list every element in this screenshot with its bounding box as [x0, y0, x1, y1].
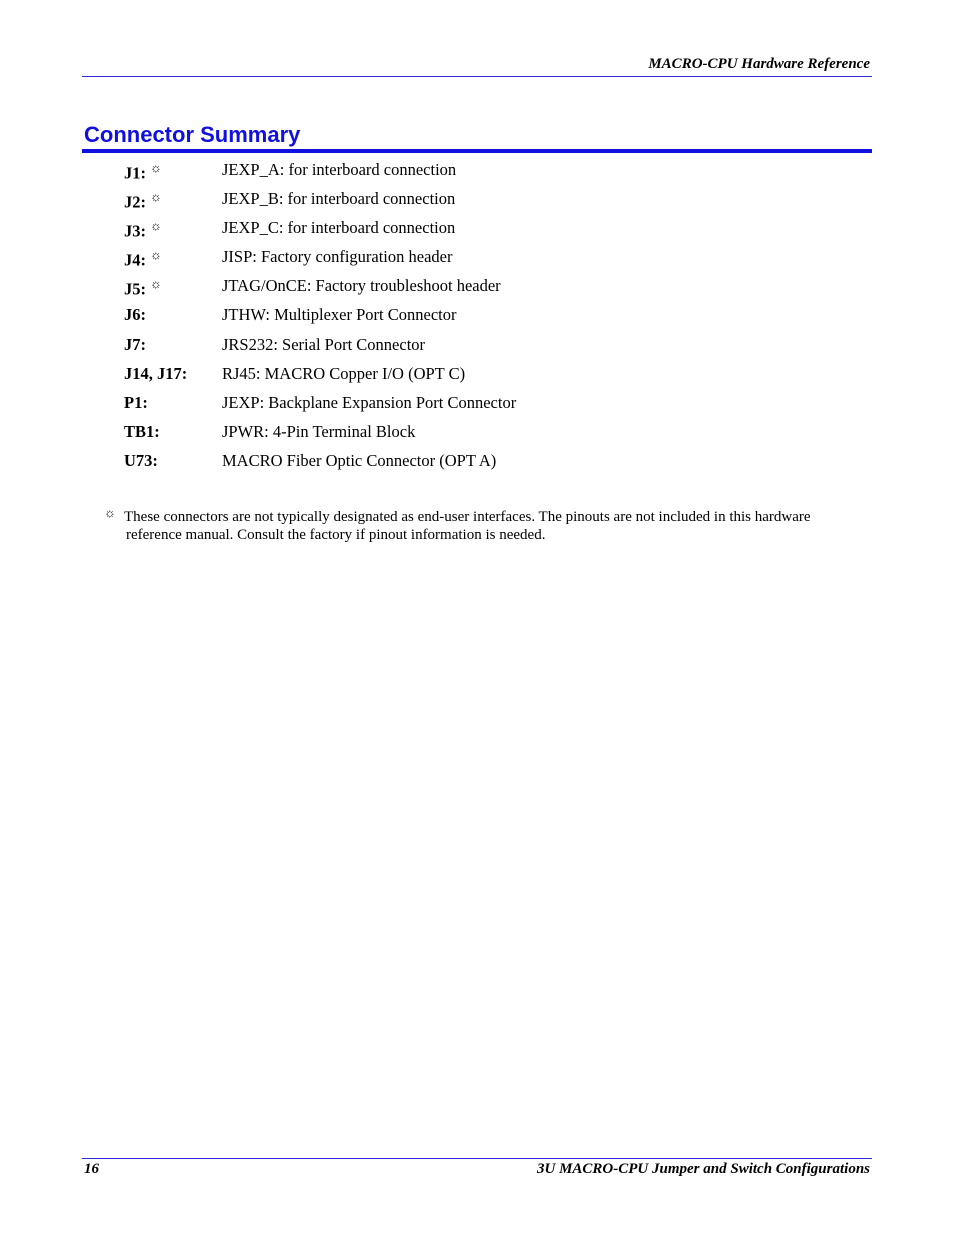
footer-divider [82, 1158, 872, 1159]
connector-row [124, 393, 864, 422]
connector-description: JEXP_B: for interboard connection [222, 189, 456, 209]
connector-row [124, 364, 864, 393]
connector-id: J3: ☼ [124, 218, 162, 241]
section-title: Connector Summary [84, 122, 301, 147]
connector-description: JISP: Factory configuration header [222, 247, 453, 267]
running-header-title: MACRO-CPU Hardware Reference [648, 56, 870, 72]
footnote-line-1: These connectors are not typically designated as end-user interfaces. The pinouts are not included in this hardware [124, 509, 811, 525]
connector-id: P1: [124, 392, 148, 412]
connector-row [124, 160, 864, 189]
connector-id: J4: ☼ [124, 247, 162, 270]
sun-icon: ☼ [150, 160, 162, 175]
header-divider [82, 76, 872, 77]
connector-list [124, 160, 864, 480]
sun-icon: ☼ [150, 189, 162, 205]
connector-id: TB1: [124, 421, 160, 441]
connector-row [124, 451, 864, 480]
sun-icon: ☼ [150, 247, 162, 263]
connector-row [124, 276, 864, 305]
connector-id: U73: [124, 450, 158, 470]
connector-description: RJ45: MACRO Copper I/O (OPT C) [222, 363, 466, 383]
footnote-line-2: reference manual. Consult the factory if pinout information is needed. [126, 527, 546, 543]
connector-id: J2: ☼ [124, 189, 162, 212]
connector-id: J7: [124, 334, 146, 354]
connector-row [124, 189, 864, 218]
footnote [104, 505, 864, 544]
connector-row [124, 422, 864, 451]
connector-id: J1: ☼ [124, 160, 162, 183]
connector-description: JEXP_C: for interboard connection [222, 218, 456, 238]
connector-description: JPWR: 4-Pin Terminal Block [222, 421, 416, 441]
sun-icon: ☼ [150, 276, 162, 292]
page-number: 16 [84, 1161, 99, 1177]
connector-description: JTHW: Multiplexer Port Connector [222, 305, 457, 325]
connector-row [124, 335, 864, 364]
connector-description: JEXP_A: for interboard connection [222, 160, 457, 179]
connector-description: JRS232: Serial Port Connector [222, 334, 426, 354]
sun-icon: ☼ [104, 505, 116, 520]
connector-description: JTAG/OnCE: Factory troubleshoot header [222, 276, 501, 296]
connector-id: J5: ☼ [124, 276, 162, 299]
connector-row [124, 218, 864, 247]
connector-id: J6: [124, 305, 146, 325]
section-divider [82, 149, 872, 153]
connector-description: JEXP: Backplane Expansion Port Connector [222, 392, 517, 412]
connector-row [124, 305, 864, 334]
sun-icon: ☼ [150, 218, 162, 234]
running-footer-title: 3U MACRO-CPU Jumper and Switch Configurations [537, 1161, 870, 1177]
connector-description: MACRO Fiber Optic Connector (OPT A) [222, 450, 497, 470]
connector-row [124, 247, 864, 276]
connector-id: J14, J17: [124, 363, 188, 383]
